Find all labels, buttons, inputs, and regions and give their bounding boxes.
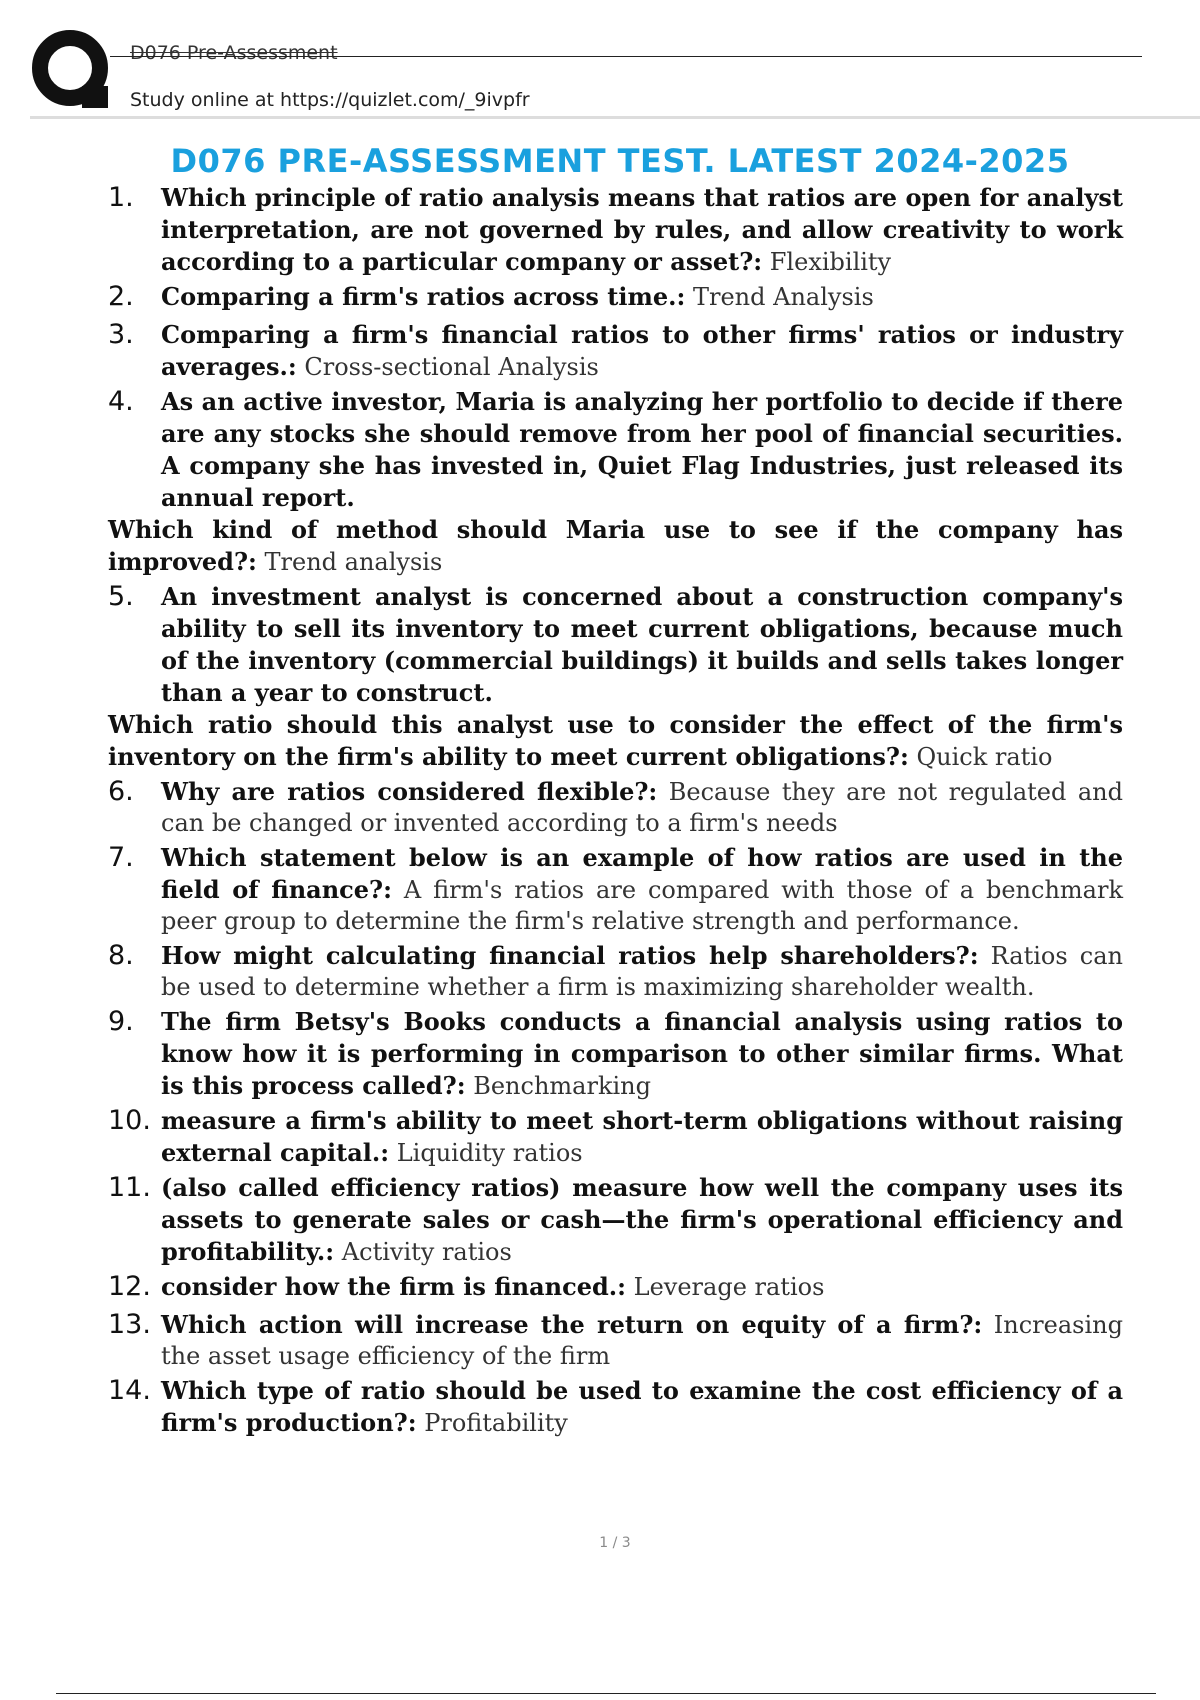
question-text: As an active investor, Maria is analyzing her portfolio to decide if there are any stocks she should remove from her pool of financial securities. A company she has invested in, Quiet Flag Industries, just released its annual report.	[161, 387, 1123, 512]
answer-text: Quick ratio	[916, 743, 1053, 771]
answer-text: Trend Analysis	[692, 283, 874, 311]
question-item	[108, 842, 1123, 937]
question-number: 6.	[108, 776, 134, 807]
answer-text: Profitability	[424, 1409, 568, 1437]
question-text-continued: Which kind of method should Maria use to see if the company has improved?:	[108, 515, 1123, 576]
study-online-text: Study online at https://quizlet.com/_9ivpfr	[130, 89, 530, 111]
answer-text: Cross-sectional Analysis	[304, 353, 599, 381]
question-number: 13.	[108, 1309, 151, 1340]
header-divider	[30, 116, 1200, 119]
quizlet-q-logo-icon	[30, 28, 114, 112]
question-text: Comparing a firm's financial ratios to other firms' ratios or industry averages.:	[161, 320, 1123, 381]
question-text: Which type of ratio should be used to examine the cost efficiency of a firm's production?:	[161, 1376, 1123, 1437]
question-item	[108, 1006, 1123, 1102]
question-text: (also called efficiency ratios) measure how well the company uses its assets to generate sales or cash—the firm's operational efficiency and profitability.:	[161, 1173, 1123, 1266]
question-text: Why are ratios considered flexible?:	[161, 777, 658, 806]
question-number: 14.	[108, 1375, 151, 1406]
answer-text: Trend analysis	[264, 548, 443, 576]
footer-rule	[56, 1693, 1156, 1694]
question-continuation	[108, 709, 1123, 773]
question-number: 12.	[108, 1271, 151, 1302]
question-item	[108, 1271, 1123, 1303]
answer-text: A firm's ratios are compared with those of a benchmark peer group to determine the firm's relative strength and performance.	[161, 876, 1123, 935]
question-continuation	[108, 514, 1123, 578]
question-item	[108, 1309, 1123, 1372]
question-text: An investment analyst is concerned about a construction company's ability to sell its inventory to meet current obligations, because much of the inventory (commercial buildings) it builds and sells takes longer than a year to construct.	[161, 582, 1123, 707]
header-title: D076 Pre-Assessment	[130, 42, 338, 64]
answer-text: Because they are not regulated and can be changed or invented according to a firm's needs	[161, 778, 1123, 837]
answer-text: Increasing the asset usage efficiency of the firm	[161, 1311, 1123, 1370]
answer-text: Leverage ratios	[633, 1273, 825, 1301]
question-text: consider how the firm is financed.:	[161, 1272, 626, 1301]
question-item	[108, 319, 1123, 383]
question-number: 9.	[108, 1006, 134, 1037]
question-text: How might calculating financial ratios help shareholders?:	[161, 941, 979, 970]
question-text-continued: Which ratio should this analyst use to consider the effect of the firm's inventory on the firm's ability to meet current obligations?:	[108, 710, 1123, 771]
question-text: Which action will increase the return on equity of a firm?:	[161, 1310, 983, 1339]
question-item	[108, 281, 1123, 313]
question-text: Which principle of ratio analysis means that ratios are open for analyst interpretation, are not governed by rules, and allow creativity to work according to a particular company or asset?:	[161, 183, 1123, 276]
question-text: The firm Betsy's Books conducts a financial analysis using ratios to know how it is performing in comparison to other similar firms. What is this process called?:	[161, 1007, 1123, 1100]
question-item	[108, 1105, 1123, 1169]
question-number: 5.	[108, 581, 134, 612]
question-text: measure a firm's ability to meet short-term obligations without raising external capital.:	[161, 1106, 1123, 1167]
question-text: Comparing a firm's ratios across time.:	[161, 282, 686, 311]
question-text: Which statement below is an example of how ratios are used in the field of finance?:	[161, 843, 1123, 904]
question-list	[108, 182, 1123, 1442]
question-item	[108, 1375, 1123, 1439]
question-item	[108, 182, 1123, 278]
question-number: 8.	[108, 940, 134, 971]
question-item	[108, 581, 1123, 709]
answer-text: Ratios can be used to determine whether a firm is maximizing shareholder wealth.	[161, 942, 1123, 1001]
header-rule	[110, 56, 1142, 57]
document-title: D076 PRE-ASSESSMENT TEST. LATEST 2024-2025	[170, 142, 1070, 180]
answer-text: Activity ratios	[341, 1238, 512, 1266]
question-number: 7.	[108, 842, 134, 873]
question-number: 3.	[108, 319, 134, 350]
question-item	[108, 386, 1123, 514]
page-indicator: 1 / 3	[599, 1535, 631, 1551]
answer-text: Flexibility	[769, 248, 892, 276]
question-number: 4.	[108, 386, 134, 417]
question-item	[108, 940, 1123, 1003]
question-item	[108, 1172, 1123, 1268]
answer-text: Benchmarking	[473, 1072, 651, 1100]
question-number: 10.	[108, 1105, 151, 1136]
question-item	[108, 776, 1123, 839]
question-number: 2.	[108, 281, 134, 312]
question-number: 11.	[108, 1172, 151, 1203]
question-number: 1.	[108, 182, 134, 213]
answer-text: Liquidity ratios	[396, 1139, 583, 1167]
